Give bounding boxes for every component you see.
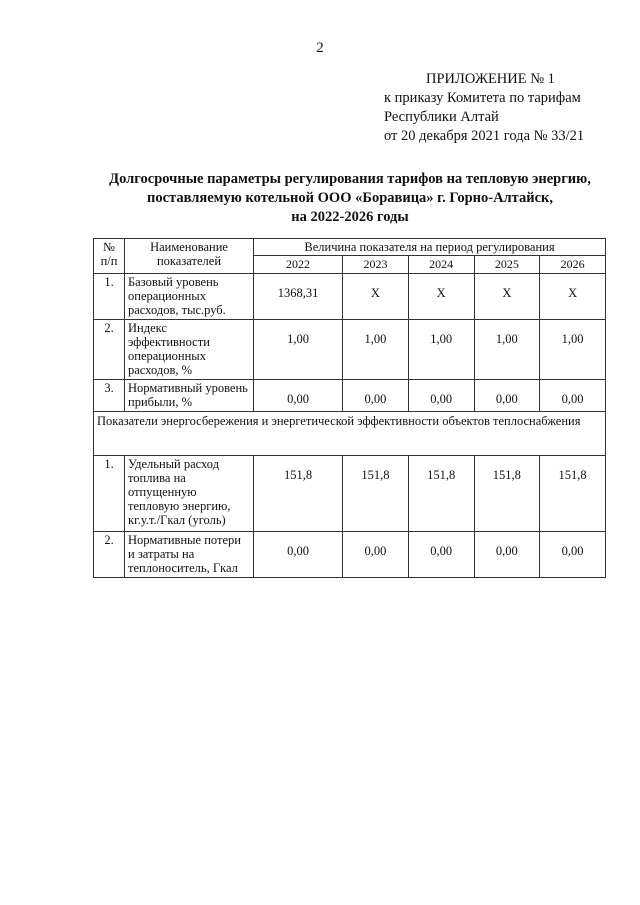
row-value: 0,00 xyxy=(474,532,540,578)
row-name: Удельный расход топлива на отпущенную тепловую энергию, кг.у.т./Гкал (уголь) xyxy=(125,456,254,532)
row-value: 151,8 xyxy=(343,456,409,532)
parameters-table xyxy=(93,238,606,578)
document-title xyxy=(60,170,640,227)
row-value: 1,00 xyxy=(540,320,606,380)
header-name: Наименование показателей xyxy=(125,239,254,274)
row-value: 0,00 xyxy=(254,532,343,578)
row-value: 1,00 xyxy=(343,320,409,380)
appendix-date-line: от 20 декабря 2021 года № 33/21 xyxy=(384,128,585,144)
table-row xyxy=(94,274,606,320)
row-value: 151,8 xyxy=(474,456,540,532)
section-row xyxy=(94,412,606,456)
row-value: Х xyxy=(408,274,474,320)
row-name: Нормативный уровень прибыли, % xyxy=(125,380,254,412)
row-value: 0,00 xyxy=(540,380,606,412)
row-value: Х xyxy=(540,274,606,320)
row-value: 0,00 xyxy=(343,532,409,578)
header-year: 2024 xyxy=(408,256,474,274)
page-number: 2 xyxy=(316,40,324,56)
row-num: 2. xyxy=(94,532,125,578)
row-value: 151,8 xyxy=(408,456,474,532)
row-value: 151,8 xyxy=(540,456,606,532)
row-value: Х xyxy=(343,274,409,320)
row-num: 2. xyxy=(94,320,125,380)
table-row xyxy=(94,380,606,412)
table-row xyxy=(94,320,606,380)
appendix-heading: ПРИЛОЖЕНИЕ № 1 xyxy=(426,71,555,87)
row-value: 1,00 xyxy=(408,320,474,380)
row-num: 1. xyxy=(94,274,125,320)
header-year: 2025 xyxy=(474,256,540,274)
appendix-block xyxy=(384,70,584,146)
table-row xyxy=(94,532,606,578)
row-value: 0,00 xyxy=(408,532,474,578)
appendix-order-line: к приказу Комитета по тарифам xyxy=(384,90,581,106)
row-value: 0,00 xyxy=(408,380,474,412)
row-value: 0,00 xyxy=(254,380,343,412)
row-value: Х xyxy=(474,274,540,320)
header-year: 2026 xyxy=(540,256,606,274)
row-num: 1. xyxy=(94,456,125,532)
row-value: 0,00 xyxy=(474,380,540,412)
header-year: 2023 xyxy=(343,256,409,274)
table-row xyxy=(94,456,606,532)
header-year: 2022 xyxy=(254,256,343,274)
row-value: 151,8 xyxy=(254,456,343,532)
header-period: Величина показателя на период регулирования xyxy=(254,239,606,256)
row-name: Базовый уровень операционных расходов, тыс.руб. xyxy=(125,274,254,320)
title-line-2: поставляемую котельной ООО «Боравица» г. Горно-Алтайск, xyxy=(147,190,553,206)
row-value: 1,00 xyxy=(474,320,540,380)
row-name: Нормативные потери и затраты на теплоноситель, Гкал xyxy=(125,532,254,578)
row-value: 0,00 xyxy=(540,532,606,578)
row-value: 1,00 xyxy=(254,320,343,380)
section-title: Показатели энергосбережения и энергетической эффективности объектов теплоснабжения xyxy=(94,412,606,456)
header-num: № п/п xyxy=(94,239,125,274)
row-value: 0,00 xyxy=(343,380,409,412)
row-num: 3. xyxy=(94,380,125,412)
title-line-3: на 2022-2026 годы xyxy=(291,209,409,225)
appendix-region-line: Республики Алтай xyxy=(384,109,499,125)
title-line-1: Долгосрочные параметры регулирования тарифов на тепловую энергию, xyxy=(109,171,591,187)
row-value: 1368,31 xyxy=(254,274,343,320)
row-name: Индекс эффективности операционных расходов, % xyxy=(125,320,254,380)
